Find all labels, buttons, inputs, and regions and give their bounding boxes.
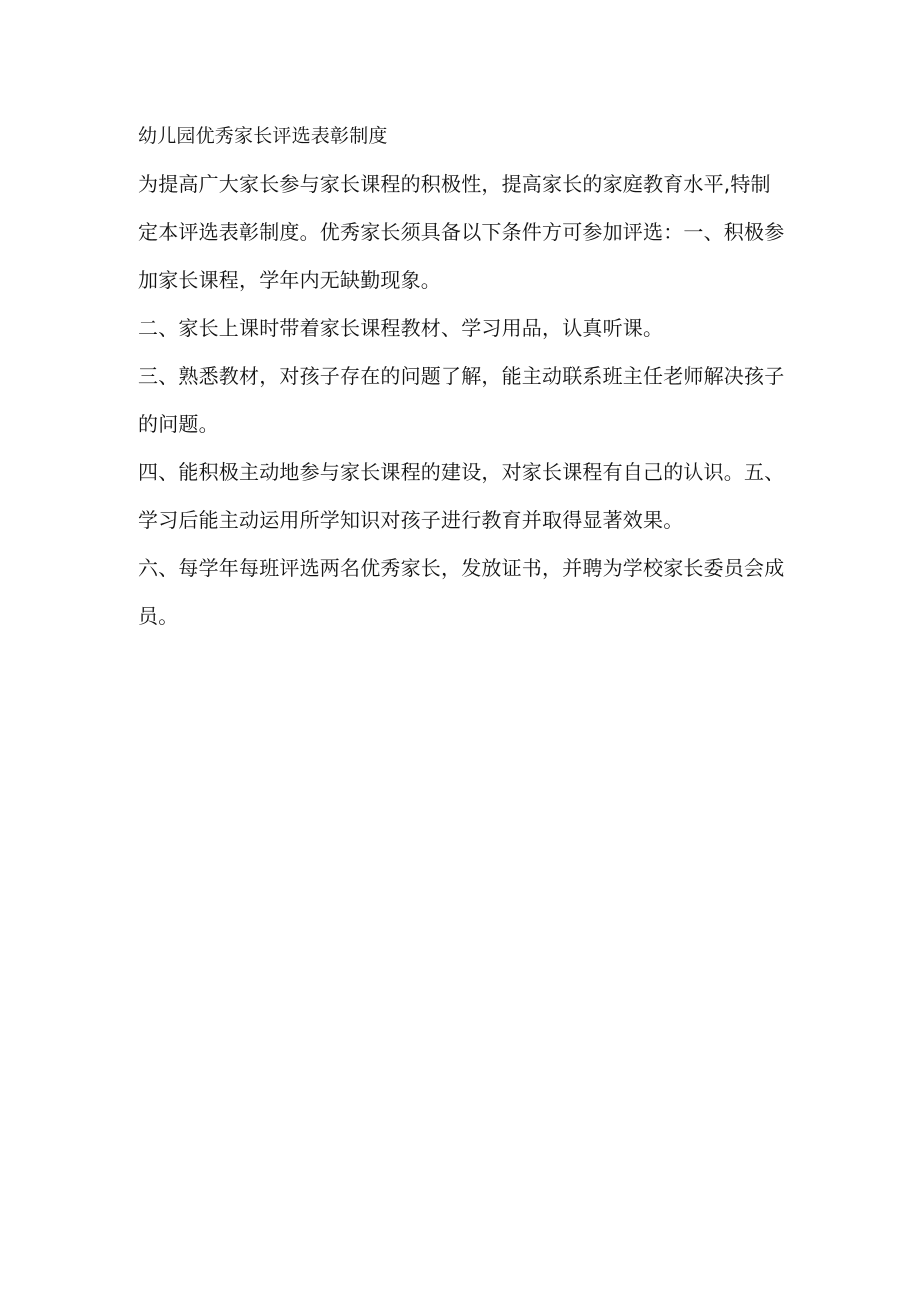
paragraph-line-4: 二、家长上课时带着家长课程教材、学习用品，认真听课。 xyxy=(138,316,664,340)
paragraph-line-3: 加家长课程，学年内无缺勤现象。 xyxy=(138,268,441,292)
paragraph-line-7: 四、能积极主动地参与家长课程的建设，对家长课程有自己的认识。五、 xyxy=(138,460,785,484)
document-title: 幼儿园优秀家长评选表彰制度 xyxy=(138,125,388,147)
paragraph-line-8: 学习后能主动运用所学知识对孩子进行教育并取得显著效果。 xyxy=(138,508,684,532)
paragraph-line-1: 为提高广大家长参与家长课程的积极性，提高家长的家庭教育水平,特制 xyxy=(138,172,771,196)
paragraph-line-10: 员。 xyxy=(138,604,179,628)
paragraph-line-5: 三、熟悉教材，对孩子存在的问题了解，能主动联系班主任老师解决孩子 xyxy=(138,364,785,388)
paragraph-line-9: 六、每学年每班评选两名优秀家长，发放证书，并聘为学校家长委员会成 xyxy=(138,556,785,580)
paragraph-line-6: 的问题。 xyxy=(138,412,219,436)
document-body xyxy=(138,112,788,640)
paragraph-line-2: 定本评选表彰制度。优秀家长须具备以下条件方可参加评选：一、积极参 xyxy=(138,220,785,244)
